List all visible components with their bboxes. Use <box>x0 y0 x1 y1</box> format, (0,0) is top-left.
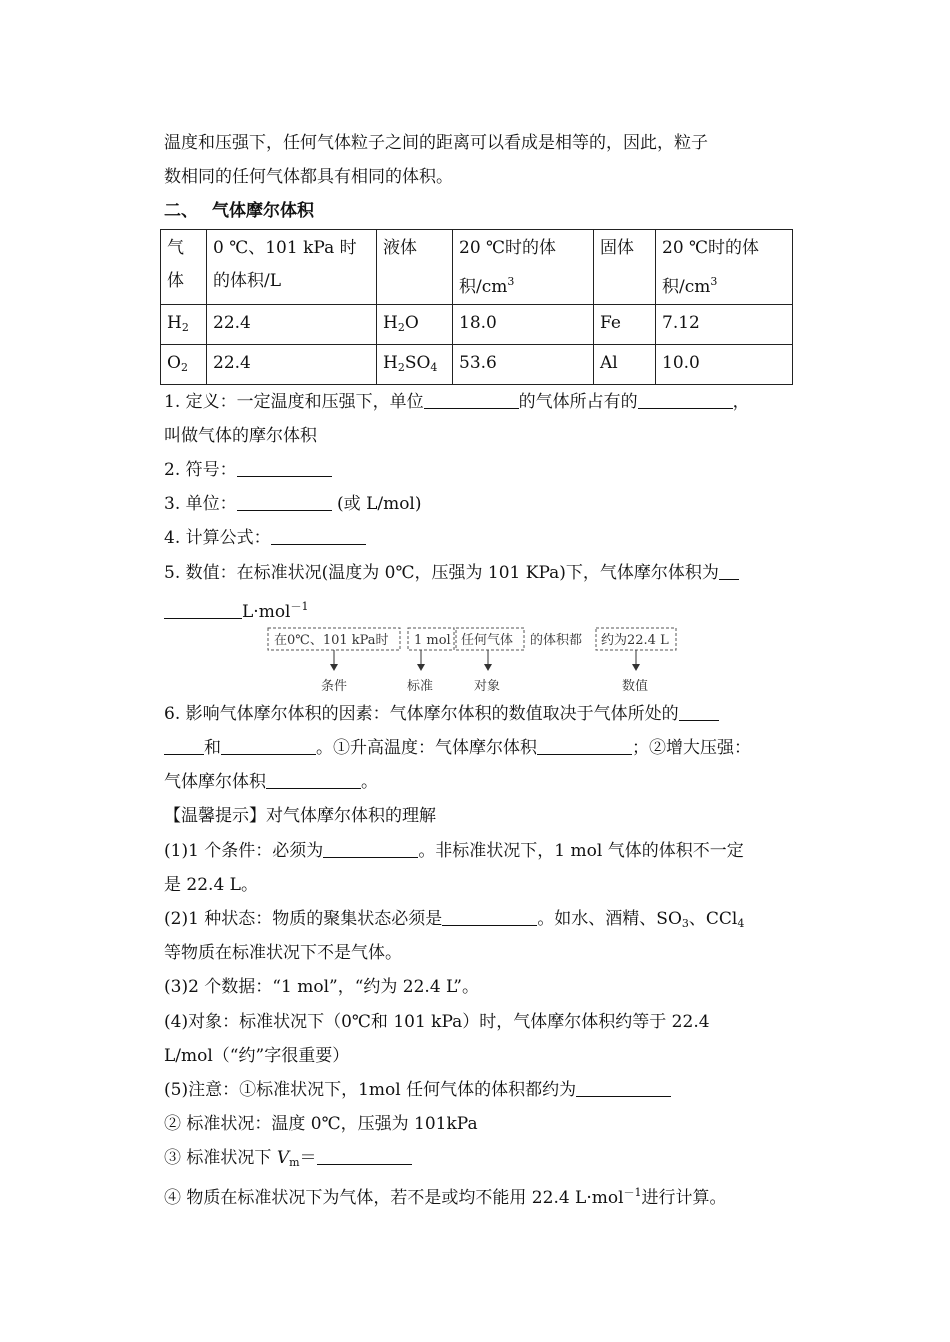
molar-volume-table <box>160 229 793 385</box>
answer-blank[interactable] <box>323 839 418 858</box>
value-line-2: L·mol$^{-1}$ <box>164 590 796 624</box>
answer-blank[interactable] <box>719 561 739 580</box>
symbol-line: 2. 符号： <box>164 453 796 487</box>
tip-4: (4)对象：标准状况下（0℃和 101 kPa）时，气体摩尔体积约等于 22.4 <box>164 1011 710 1032</box>
intro-line-1: 温度和压强下，任何气体粒子之间的距离可以看成是相等的，因此，粒子 <box>164 133 708 153</box>
section-number: 二、 <box>164 201 198 222</box>
factors-line: 6. 影响气体摩尔体积的因素：气体摩尔体积的数值取决于气体所处的 <box>164 697 796 731</box>
table-row: $H_2$ 22.4 $H_2O$ 18.0 Fe 7.12 <box>161 304 793 344</box>
diagram-label-condition: 条件 <box>321 678 348 694</box>
intro-line-2: 数相同的任何气体都具有相同的体积。 <box>164 167 453 188</box>
definition-line: 1. 定义：一定温度和压强下，单位 的气体所占有的 ， <box>164 391 750 412</box>
factors-line-3: 气体摩尔体积 。 <box>164 772 378 793</box>
answer-blank[interactable] <box>221 736 316 755</box>
table-header-row <box>161 229 793 304</box>
diagram-label-value: 数值 <box>622 678 649 694</box>
formula-line: 4. 计算公式： <box>164 521 796 555</box>
tip-1-cont: 是 22.4 L。 <box>164 874 258 895</box>
header-liquid: 液体 <box>377 229 453 304</box>
answer-blank[interactable] <box>679 702 719 721</box>
diagram-box-condition: 在0℃、101 kPa时 <box>274 632 389 648</box>
answer-blank[interactable] <box>424 390 519 409</box>
diagram-label-object: 对象 <box>474 678 501 694</box>
answer-blank[interactable] <box>237 458 332 477</box>
answer-blank[interactable] <box>266 770 361 789</box>
header-liquid-volume: 20 ℃时的体 积$/cm^3$ <box>453 229 594 304</box>
unit-line: 3. 单位： (或 L/mol) <box>164 494 422 515</box>
answer-blank[interactable] <box>442 907 537 926</box>
header-solid-volume: 20 ℃时的体 积$/cm^3$ <box>656 229 793 304</box>
section-heading <box>164 194 796 228</box>
definition-line-2: 叫做气体的摩尔体积 <box>164 425 317 446</box>
document-page <box>164 126 796 1210</box>
tip-7: ③ 标准状况下 $V_m=$ <box>164 1141 796 1175</box>
answer-blank[interactable] <box>164 600 242 619</box>
tips-title: 【温馨提示】对气体摩尔体积的理解 <box>164 806 436 827</box>
answer-blank[interactable] <box>576 1078 671 1097</box>
tip-2-cont: 等物质在标准状况下不是气体。 <box>164 943 402 964</box>
tip-8: ④ 物质在标准状况下为气体，若不是或均不能用 22.4 L·mol$^{-1}$进行计算。 <box>164 1185 727 1208</box>
diagram-mid-text: 的体积都 <box>530 632 583 648</box>
concept-diagram <box>164 624 796 697</box>
answer-blank[interactable] <box>317 1146 412 1165</box>
answer-blank[interactable] <box>537 736 632 755</box>
header-gas: 气 体 <box>161 229 207 304</box>
answer-blank[interactable] <box>164 736 204 755</box>
tip-6: ② 标准状况：温度 0℃，压强为 101kPa <box>164 1114 478 1135</box>
factors-line-2: 和 。①升高温度：气体摩尔体积 ；②增大压强： <box>164 731 796 765</box>
answer-blank[interactable] <box>638 390 733 409</box>
section-title: 气体摩尔体积 <box>212 201 314 222</box>
header-solid: 固体 <box>594 229 656 304</box>
tip-4-cont: L/mol（“约”字很重要） <box>164 1045 350 1066</box>
diagram-box-object: 任何气体 <box>461 632 514 648</box>
header-gas-volume: 0 ℃、101 kPa 时 的体积/L <box>207 229 377 304</box>
tip-5: (5)注意：①标准状况下，1mol 任何气体的体积都约为 <box>164 1073 796 1107</box>
answer-blank[interactable] <box>237 492 332 511</box>
tip-2: (2)1 种状态：物质的聚集状态必须是 。如水、酒精、$SO_3$、CCl$_4$ <box>164 909 745 930</box>
tip-3: (3)2 个数据：“1 mol”，“约为 22.4 L”。 <box>164 977 479 998</box>
answer-blank[interactable] <box>271 526 366 545</box>
diagram-box-value: 约为22.4 L <box>601 632 669 648</box>
diagram-box-standard: 1 mol <box>414 632 451 648</box>
value-line: 5. 数值：在标准状况(温度为 0℃，压强为 101 KPa)下，气体摩尔体积为 <box>164 556 796 590</box>
diagram-label-standard: 标准 <box>407 678 434 694</box>
tip-1: (1)1 个条件：必须为 。非标准状况下，1 mol 气体的体积不一定 <box>164 840 744 861</box>
table-row: $O_2$ 22.4 $H_2SO_4$ 53.6 Al 10.0 <box>161 344 793 384</box>
